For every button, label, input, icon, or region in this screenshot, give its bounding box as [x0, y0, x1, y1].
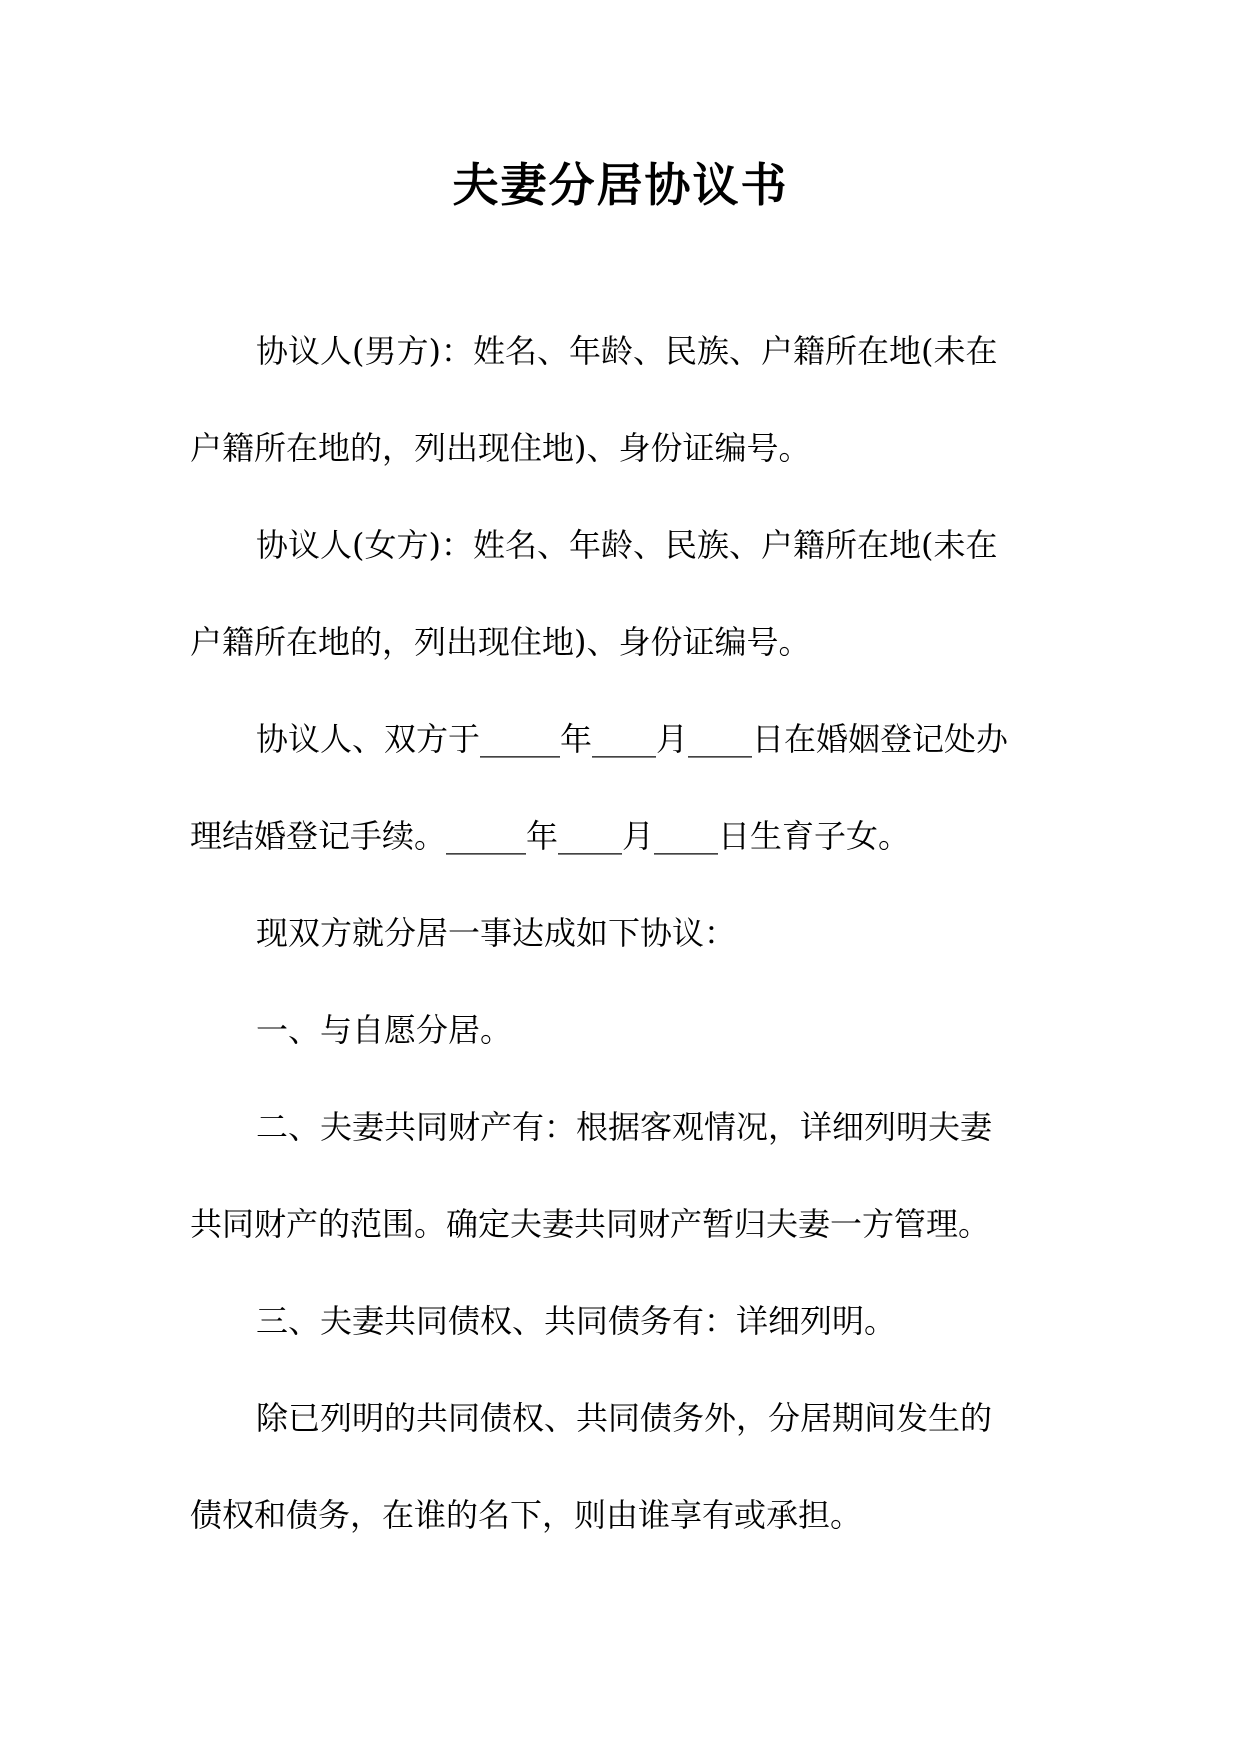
document-body	[190, 303, 1050, 1564]
paragraph-marriage-registration	[190, 691, 1050, 885]
clause-2	[190, 1079, 1050, 1273]
paragraph-line: 协议人(男方)：姓名、年龄、民族、户籍所在地(未在	[256, 332, 998, 370]
paragraph-line: 现双方就分居一事达成如下协议：	[256, 914, 737, 952]
paragraph-other-debts	[190, 1370, 1050, 1564]
paragraph-line: 协议人、双方于_____年____月____日在婚姻登记处办	[256, 720, 1009, 758]
paragraph-line: 户籍所在地的，列出现住地)、身份证编号。	[190, 623, 811, 661]
document-title: 夫妻分居协议书	[452, 158, 789, 212]
paragraph-line: 一、与自愿分居。	[256, 1011, 513, 1049]
paragraph-line: 户籍所在地的，列出现住地)、身份证编号。	[190, 429, 811, 467]
paragraph-agreement-intro	[190, 885, 1050, 982]
paragraph-line: 三、夫妻共同债权、共同债务有：详细列明。	[256, 1302, 897, 1340]
clause-1	[190, 982, 1050, 1079]
clause-3	[190, 1273, 1050, 1370]
paragraph-line: 除已列明的共同债权、共同债务外，分居期间发生的	[256, 1399, 993, 1437]
paragraph-line: 理结婚登记手续。_____年____月____日生育子女。	[190, 817, 911, 855]
paragraph-female-party	[190, 497, 1050, 691]
paragraph-line: 共同财产的范围。确定夫妻共同财产暂归夫妻一方管理。	[190, 1205, 991, 1243]
paragraph-line: 债权和债务，在谁的名下，则由谁享有或承担。	[190, 1496, 863, 1534]
paragraph-male-party	[190, 303, 1050, 497]
paragraph-line: 二、夫妻共同财产有：根据客观情况，详细列明夫妻	[256, 1108, 993, 1146]
paragraph-line: 协议人(女方)：姓名、年龄、民族、户籍所在地(未在	[256, 526, 998, 564]
